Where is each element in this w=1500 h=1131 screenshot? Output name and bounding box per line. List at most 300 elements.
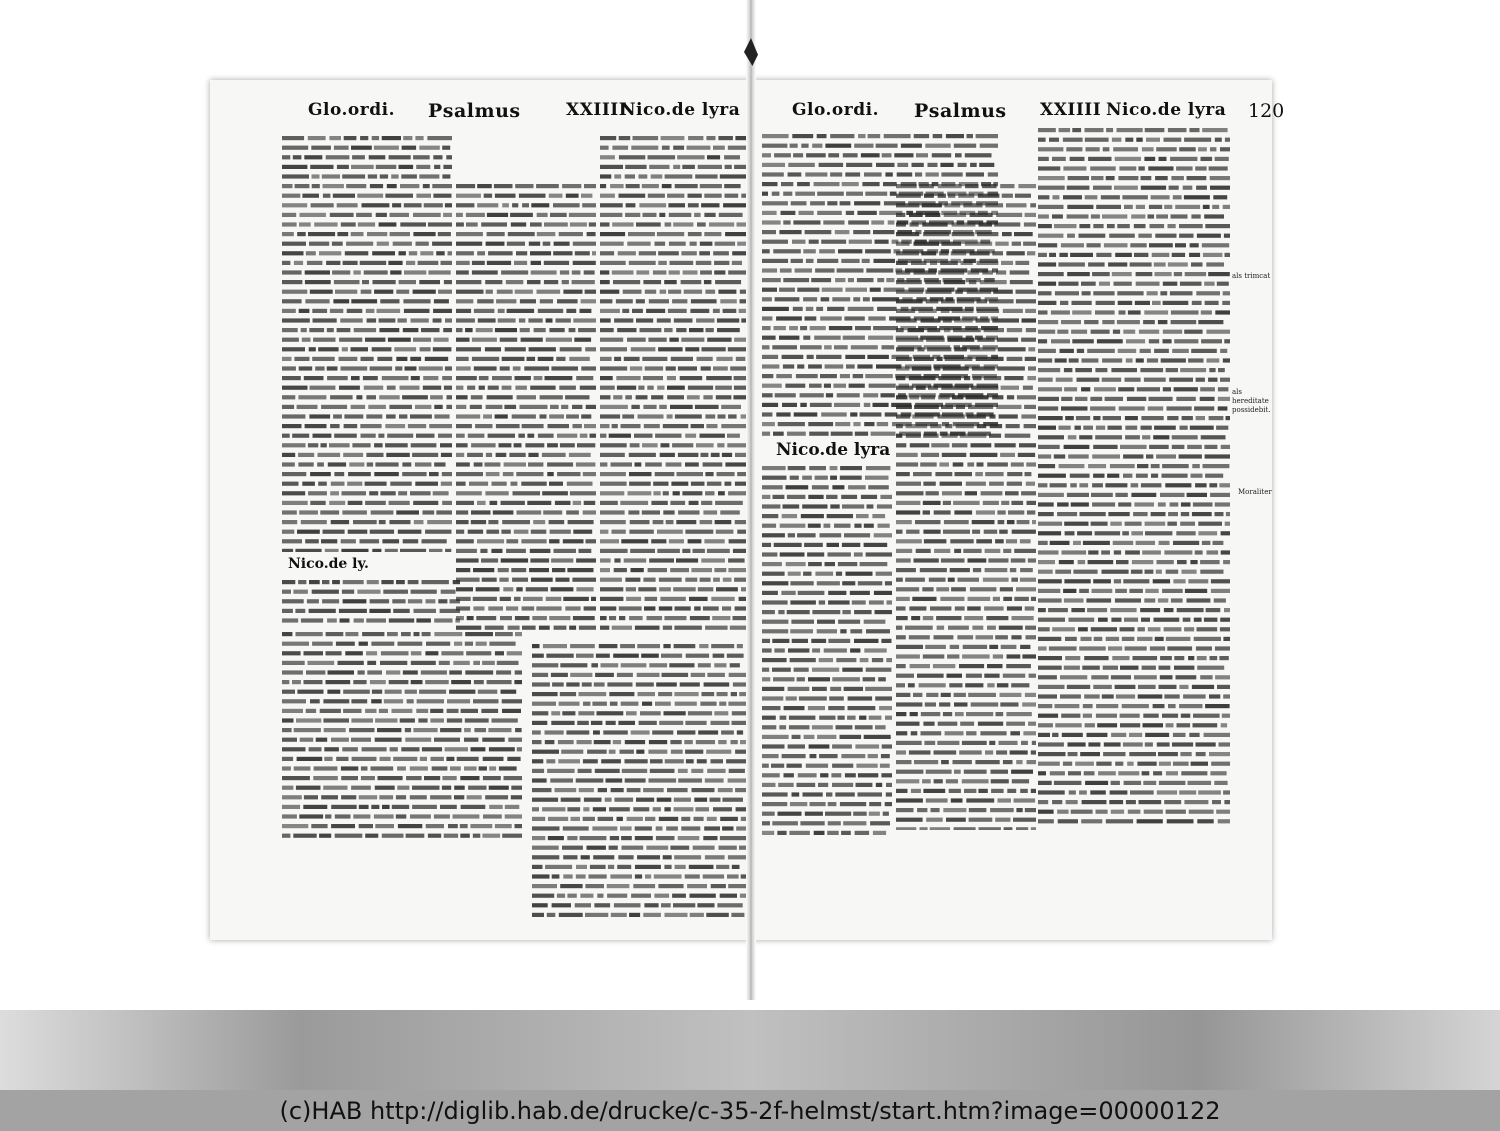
text-word	[855, 432, 868, 436]
text-word	[1151, 512, 1166, 516]
text-word	[619, 606, 642, 610]
text-word	[648, 155, 676, 159]
text-word	[790, 629, 813, 633]
text-word	[968, 693, 996, 697]
text-word	[896, 280, 922, 284]
text-word	[969, 280, 976, 284]
text-word	[1163, 282, 1178, 286]
text-word	[725, 165, 732, 169]
text-word	[1003, 309, 1023, 313]
text-word	[1141, 186, 1166, 190]
text-word	[1191, 474, 1203, 478]
text-word	[607, 682, 632, 686]
text-word	[425, 530, 451, 534]
text-word	[1130, 243, 1146, 247]
text-word	[1051, 310, 1070, 314]
text-word	[554, 626, 567, 630]
text-word	[825, 812, 851, 816]
text-word	[1065, 416, 1074, 420]
text-word	[308, 491, 327, 495]
text-word	[1022, 654, 1036, 658]
text-word	[518, 434, 525, 438]
text-word	[282, 184, 293, 188]
text-word	[864, 172, 882, 176]
text-word	[1133, 512, 1148, 516]
text-word	[762, 466, 786, 470]
text-word	[1215, 310, 1230, 314]
text-word	[698, 587, 714, 591]
text-word	[872, 514, 885, 518]
text-word	[374, 146, 399, 150]
text-word	[664, 807, 670, 811]
text-word	[632, 309, 643, 313]
text-word	[573, 242, 596, 246]
text-word	[600, 165, 623, 169]
text-word	[514, 597, 521, 601]
text-word	[995, 443, 1016, 447]
text-word	[634, 434, 653, 438]
text-word	[855, 744, 879, 748]
text-word	[479, 766, 487, 770]
text-word	[578, 711, 594, 715]
text-word	[294, 261, 303, 265]
text-word	[855, 326, 871, 330]
text-word	[486, 472, 500, 476]
text-word	[282, 146, 308, 150]
text-word	[567, 836, 577, 840]
text-word	[600, 290, 619, 294]
text-word	[911, 731, 918, 735]
text-word	[668, 203, 685, 207]
text-word	[405, 366, 417, 370]
text-word	[682, 165, 695, 169]
text-word	[1196, 416, 1205, 420]
text-word	[1128, 810, 1141, 814]
text-word	[923, 434, 938, 438]
text-word	[1072, 301, 1092, 305]
text-word	[1141, 618, 1150, 622]
text-word	[573, 616, 595, 620]
text-word	[1177, 560, 1187, 564]
text-word	[1123, 474, 1132, 478]
text-word	[372, 251, 395, 255]
text-word	[941, 309, 950, 313]
text-word	[399, 280, 416, 284]
text-word	[345, 251, 369, 255]
text-word	[332, 242, 343, 246]
text-word	[403, 328, 419, 332]
text-word	[547, 472, 553, 476]
text-word	[342, 590, 354, 594]
text-word	[456, 194, 481, 198]
text-word	[1038, 234, 1063, 238]
text-word	[456, 270, 469, 274]
text-word	[733, 616, 747, 620]
text-word	[293, 834, 316, 838]
text-word	[1192, 685, 1214, 689]
text-word	[923, 510, 930, 514]
text-word	[1145, 570, 1154, 574]
text-word	[673, 903, 695, 907]
text-word	[1129, 752, 1156, 756]
text-word	[1189, 253, 1200, 257]
text-word	[1189, 128, 1199, 132]
text-word	[365, 709, 376, 713]
text-word	[1000, 702, 1018, 706]
text-word	[1038, 570, 1053, 574]
text-word	[1065, 531, 1075, 535]
text-word	[921, 731, 942, 735]
text-word	[666, 520, 674, 524]
text-word	[999, 626, 1023, 630]
text-word	[1038, 781, 1052, 785]
text-word	[585, 884, 604, 888]
text-word	[600, 462, 607, 466]
text-word	[381, 651, 409, 655]
text-word	[425, 680, 449, 684]
text-word	[762, 504, 780, 508]
text-word	[1218, 397, 1230, 401]
text-word	[971, 443, 992, 447]
text-word	[723, 309, 737, 313]
text-word	[837, 393, 860, 397]
text-word	[1081, 282, 1096, 286]
text-word	[977, 261, 999, 265]
text-word	[442, 174, 450, 178]
text-word	[951, 587, 966, 591]
text-word	[992, 318, 1019, 322]
text-word	[720, 817, 738, 821]
text-word	[343, 599, 367, 603]
text-word	[781, 182, 793, 186]
text-word	[702, 692, 715, 696]
text-word	[686, 759, 694, 763]
text-word	[762, 374, 773, 378]
text-word	[828, 552, 851, 556]
text-word	[445, 318, 452, 322]
text-word	[1038, 810, 1054, 814]
text-word	[1190, 560, 1197, 564]
text-word	[456, 203, 474, 207]
text-word	[762, 581, 788, 585]
text-word	[812, 648, 820, 652]
text-word	[583, 702, 590, 706]
text-word	[940, 597, 964, 601]
text-word	[815, 268, 834, 272]
text-word	[322, 599, 339, 603]
text-word	[591, 721, 603, 725]
text-word	[795, 192, 815, 196]
text-word	[532, 826, 560, 830]
text-word	[1001, 501, 1009, 505]
left-bottom-block	[282, 628, 522, 838]
text-word	[379, 395, 400, 399]
text-word	[415, 462, 432, 466]
text-word	[379, 318, 396, 322]
text-word	[949, 789, 961, 793]
text-word	[397, 766, 406, 770]
text-word	[691, 299, 717, 303]
text-word	[762, 182, 778, 186]
text-word	[387, 386, 396, 390]
text-word	[597, 711, 624, 715]
text-word	[532, 759, 543, 763]
text-word	[1171, 320, 1197, 324]
text-word	[434, 165, 440, 169]
text-word	[460, 834, 470, 838]
text-word	[499, 443, 512, 447]
text-word	[649, 165, 669, 169]
text-word	[1098, 771, 1116, 775]
text-word	[479, 386, 485, 390]
text-word	[492, 718, 518, 722]
folio-number: 120	[1248, 100, 1285, 122]
text-word	[427, 520, 452, 524]
text-word	[313, 434, 332, 438]
text-word	[866, 552, 892, 556]
text-word	[1038, 531, 1061, 535]
text-word	[612, 146, 628, 150]
text-word	[1025, 626, 1036, 630]
text-word	[633, 884, 655, 888]
text-word	[295, 609, 305, 613]
text-word	[282, 618, 298, 622]
text-word	[600, 597, 623, 601]
text-word	[672, 443, 693, 447]
text-word	[972, 626, 983, 630]
text-word	[584, 798, 602, 802]
text-word	[345, 651, 363, 655]
text-word	[762, 696, 783, 700]
text-word	[544, 261, 569, 265]
text-word	[1008, 510, 1024, 514]
text-word	[583, 472, 596, 476]
text-word	[447, 395, 453, 399]
text-word	[1136, 138, 1142, 142]
text-word	[1101, 550, 1110, 554]
text-word	[1038, 435, 1064, 439]
text-word	[441, 453, 452, 457]
text-word	[909, 213, 923, 217]
text-word	[1093, 445, 1117, 449]
text-word	[421, 328, 440, 332]
text-word	[422, 539, 447, 543]
text-word	[340, 618, 350, 622]
text-word	[1038, 800, 1048, 804]
text-word	[965, 153, 992, 157]
text-word	[332, 580, 340, 584]
text-word	[565, 606, 580, 610]
text-word	[504, 405, 516, 409]
text-word	[566, 309, 576, 313]
text-word	[486, 453, 492, 457]
text-word	[784, 706, 805, 710]
text-word	[366, 618, 386, 622]
text-word	[369, 491, 378, 495]
text-word	[1096, 704, 1118, 708]
text-word	[717, 692, 728, 696]
text-word	[1174, 656, 1184, 660]
text-word	[832, 297, 850, 301]
text-word	[461, 805, 486, 809]
text-word	[667, 376, 676, 380]
text-word	[460, 824, 468, 828]
text-word	[836, 725, 853, 729]
text-word	[430, 395, 443, 399]
text-word	[1212, 800, 1221, 804]
text-word	[670, 501, 685, 505]
text-word	[341, 795, 356, 799]
text-word	[1162, 714, 1178, 718]
text-word	[309, 747, 322, 751]
text-word	[573, 530, 592, 534]
text-word	[319, 251, 341, 255]
text-word	[1171, 176, 1184, 180]
text-word	[685, 462, 699, 466]
text-word	[456, 251, 474, 255]
text-word	[685, 578, 697, 582]
text-word	[599, 644, 618, 648]
text-word	[574, 338, 591, 342]
text-word	[1226, 416, 1231, 420]
text-word	[543, 510, 562, 514]
text-word	[321, 405, 347, 409]
text-word	[930, 424, 941, 428]
text-word	[732, 251, 746, 255]
text-word	[644, 606, 655, 610]
text-word	[787, 495, 806, 499]
text-word	[948, 626, 969, 630]
text-word	[896, 251, 919, 255]
text-word	[438, 434, 452, 438]
text-word	[947, 674, 963, 678]
text-word	[896, 539, 922, 543]
text-word	[854, 144, 873, 148]
text-word	[896, 616, 908, 620]
text-word	[468, 786, 486, 790]
text-word	[370, 680, 386, 684]
text-word	[805, 316, 817, 320]
text-word	[692, 788, 715, 792]
text-word	[549, 194, 563, 198]
text-word	[614, 568, 627, 572]
text-word	[532, 740, 542, 744]
text-word	[335, 290, 357, 294]
text-word	[772, 668, 791, 672]
text-word	[367, 232, 387, 236]
text-word	[1187, 445, 1202, 449]
text-word	[1143, 320, 1155, 324]
text-word	[639, 251, 656, 255]
text-word	[316, 738, 328, 742]
text-word	[684, 740, 693, 744]
text-word	[1069, 618, 1095, 622]
text-word	[706, 424, 717, 428]
text-word	[1038, 176, 1065, 180]
text-word	[374, 814, 394, 818]
text-word	[828, 821, 841, 825]
text-word	[282, 462, 295, 466]
text-word	[1038, 714, 1058, 718]
text-word	[482, 578, 497, 582]
text-word	[1123, 742, 1143, 746]
text-word	[643, 788, 664, 792]
text-word	[958, 163, 967, 167]
text-word	[505, 814, 522, 818]
text-word	[896, 664, 906, 668]
text-word	[618, 251, 636, 255]
text-word	[982, 184, 997, 188]
text-word	[436, 251, 445, 255]
text-word	[1181, 714, 1191, 718]
text-word	[923, 616, 934, 620]
text-word	[476, 616, 496, 620]
text-word	[1162, 589, 1183, 593]
text-word	[304, 795, 318, 799]
text-word	[882, 153, 892, 157]
text-word	[783, 220, 790, 224]
text-word	[378, 776, 403, 780]
text-word	[305, 299, 329, 303]
text-word	[649, 740, 667, 744]
text-word	[919, 184, 934, 188]
text-word	[1071, 502, 1089, 506]
text-word	[1060, 349, 1074, 353]
text-word	[532, 836, 545, 840]
text-word	[854, 639, 879, 643]
text-word	[487, 680, 512, 684]
text-word	[515, 632, 522, 636]
text-word	[377, 309, 401, 313]
text-word	[1162, 474, 1188, 478]
text-word	[1028, 366, 1036, 370]
text-word	[485, 280, 502, 284]
text-word	[1142, 147, 1154, 151]
text-word	[593, 807, 606, 811]
text-word	[351, 718, 373, 722]
text-word	[651, 395, 663, 399]
text-word	[1218, 819, 1230, 823]
text-word	[848, 307, 874, 311]
text-word	[1023, 242, 1036, 246]
text-word	[488, 728, 511, 732]
text-word	[1169, 378, 1193, 382]
text-word	[703, 836, 717, 840]
text-word	[846, 211, 854, 215]
text-word	[648, 338, 666, 342]
text-word	[1038, 589, 1060, 593]
text-word	[577, 740, 592, 744]
text-word	[846, 364, 855, 368]
text-word	[282, 366, 296, 370]
text-word	[828, 600, 850, 604]
text-word	[1149, 339, 1159, 343]
text-word	[1145, 733, 1169, 737]
text-word	[412, 786, 440, 790]
text-word	[1091, 522, 1108, 526]
text-word	[780, 552, 805, 556]
text-word	[988, 172, 998, 176]
text-word	[1137, 464, 1148, 468]
text-word	[1038, 310, 1048, 314]
text-word	[360, 261, 387, 265]
text-word	[408, 424, 426, 428]
text-word	[762, 533, 785, 537]
text-word	[678, 453, 699, 457]
text-word	[803, 297, 817, 301]
text-word	[531, 203, 549, 207]
text-word	[1038, 205, 1064, 209]
